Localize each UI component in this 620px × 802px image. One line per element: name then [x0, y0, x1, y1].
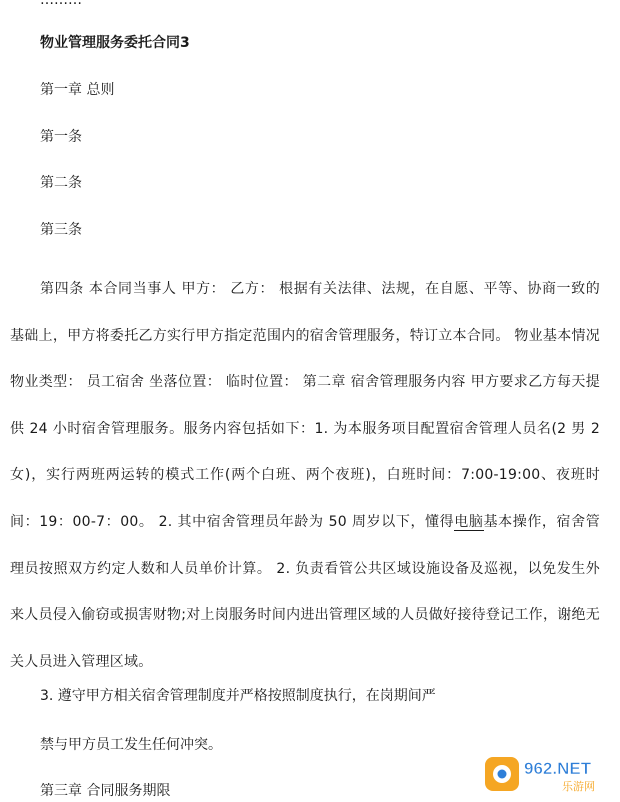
- computer-link[interactable]: 电脑: [454, 513, 484, 530]
- article-1: 第一条: [40, 129, 82, 145]
- cut-off-text: ………: [40, 0, 82, 8]
- item-3-line-1: 3. 遵守甲方相关宿舍管理制度并严格按照制度执行，在岗期间严: [40, 688, 436, 704]
- body-paragraph: [10, 266, 600, 685]
- chapter-1-heading: 第一章 总则: [40, 82, 115, 98]
- watermark-subtitle: 乐游网: [562, 780, 595, 793]
- item-3-line-2: 禁与甲方员工发生任何冲突。: [40, 737, 222, 753]
- article-3: 第三条: [40, 222, 82, 238]
- chapter-3-heading: 第三章 合同服务期限: [40, 783, 171, 799]
- watermark-brand: 962.NET: [524, 759, 592, 778]
- article-2: 第二条: [40, 175, 82, 191]
- body-text-part-1: 第四条 本合同当事人 甲方： 乙方： 根据有关法律、法规，在自愿、平等、协商一致的基础上，甲方将委托乙方实行甲方指定范围内的宿舍管理服务，特订立本合同。 物业基本情况 物业类型： 员工宿舍 坐落位置： 临时位置： 第二章 宿舍管理服务内容 甲方要求乙方每天提供 24 小时宿舍管理服务。服务内容包括如下：1. 为本服务项目配置宿舍管理人员名(2 男 2 女)，实行两班两运转的模式工作(两个白班、两个夜班)，白班时间：7:00-19:00、夜班时间：19：00-7：00。 2. 其中宿舍管理员年龄为 50 周岁以下，懂得: [10, 281, 600, 530]
- document-title: 物业管理服务委托合同3: [40, 35, 190, 51]
- body-text-part-2: 基本操作，宿舍管理员按照双方约定人数和人员单价计算。 2. 负责看管公共区域设施设备及巡视，以免发生外来人员侵入偷窃或损害财物;对上岗服务时间内进出管理区域的人员做好接待登记工作，谢绝无关人员进入管理区域。: [10, 513, 601, 670]
- watermark-badge-dot: [498, 770, 507, 779]
- site-watermark-logo: [484, 754, 614, 794]
